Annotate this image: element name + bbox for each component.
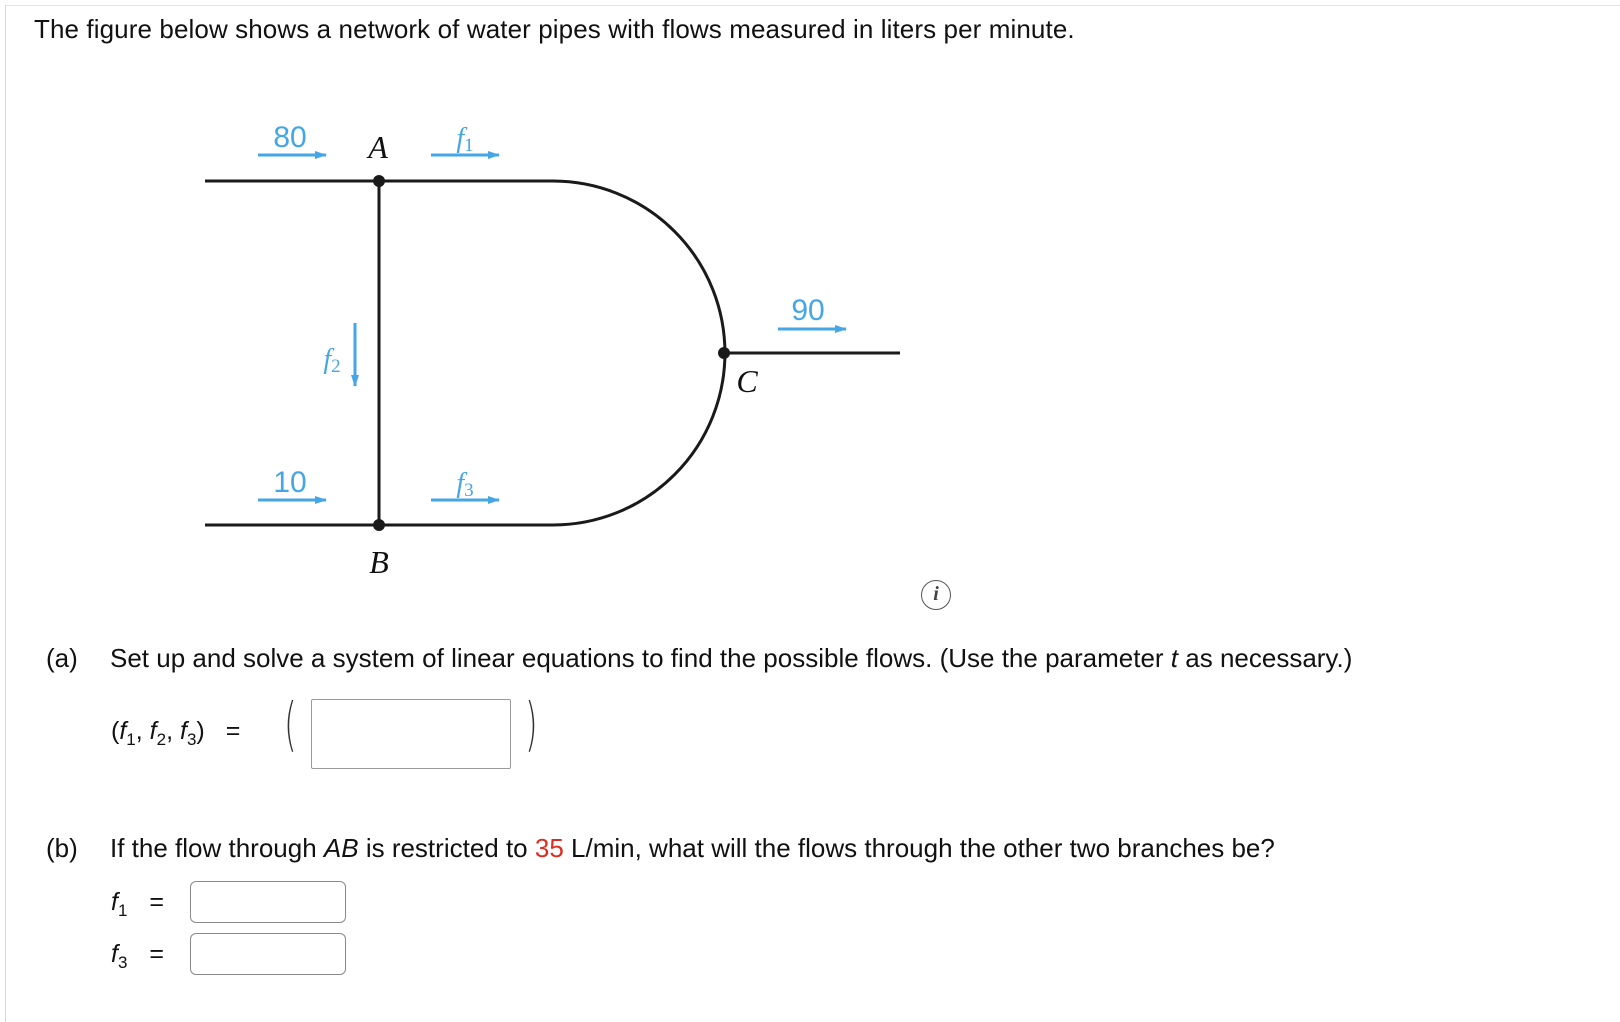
part-a-paren-close: ) <box>525 690 538 758</box>
label-node-c: C <box>736 363 758 399</box>
pipes <box>205 181 900 525</box>
part-a-text-before: Set up and solve a system of linear equations to find the possible flows. (Use the parameter <box>110 643 1171 673</box>
part-a-param: t <box>1170 643 1179 673</box>
part-b-ab: AB <box>323 833 359 863</box>
part-b-f3-label: $f_3$ = <box>111 940 165 972</box>
label-outflow: 90 <box>791 294 825 327</box>
pipe-curve-acb <box>553 181 725 525</box>
label-node-a: A <box>368 129 388 165</box>
part-b-f1-input[interactable] <box>190 881 346 923</box>
label-f2: f2 <box>323 344 341 377</box>
label-f3: f3 <box>456 468 474 501</box>
part-a-text-after: as necessary.) <box>1178 643 1353 673</box>
part-a-lhs: ($f_1$, $f_2$, $f_3$) = <box>111 717 241 749</box>
label-inflow-top: 80 <box>273 121 307 154</box>
part-b-question <box>46 833 1275 864</box>
part-b-text-mid: is restricted to <box>358 833 535 863</box>
part-a-question <box>46 643 1352 674</box>
part-b-value: 35 <box>534 833 564 863</box>
part-a-tag: (a) <box>46 643 78 673</box>
part-b-text-after: L/min, what will the flows through the other two branches be? <box>563 833 1275 863</box>
part-b-tag: (b) <box>46 833 78 863</box>
info-icon[interactable]: i <box>921 580 951 610</box>
problem-intro: The figure below shows a network of water pipes with flows measured in liters per minute. <box>34 14 1075 44</box>
label-inflow-bottom: 10 <box>273 466 307 499</box>
node-a-dot <box>373 175 385 187</box>
part-b-f1-label: $f_1$ = <box>111 888 165 920</box>
part-a-answer-input[interactable] <box>311 699 511 769</box>
node-c-dot <box>718 347 730 359</box>
node-b-dot <box>373 519 385 531</box>
label-node-b: B <box>369 544 389 580</box>
label-f1: f1 <box>456 123 474 156</box>
part-a-equals: = <box>225 717 241 745</box>
part-a-paren-open: ( <box>284 690 297 758</box>
part-b-f3-input[interactable] <box>190 933 346 975</box>
part-b-text-before: If the flow through <box>110 833 324 863</box>
